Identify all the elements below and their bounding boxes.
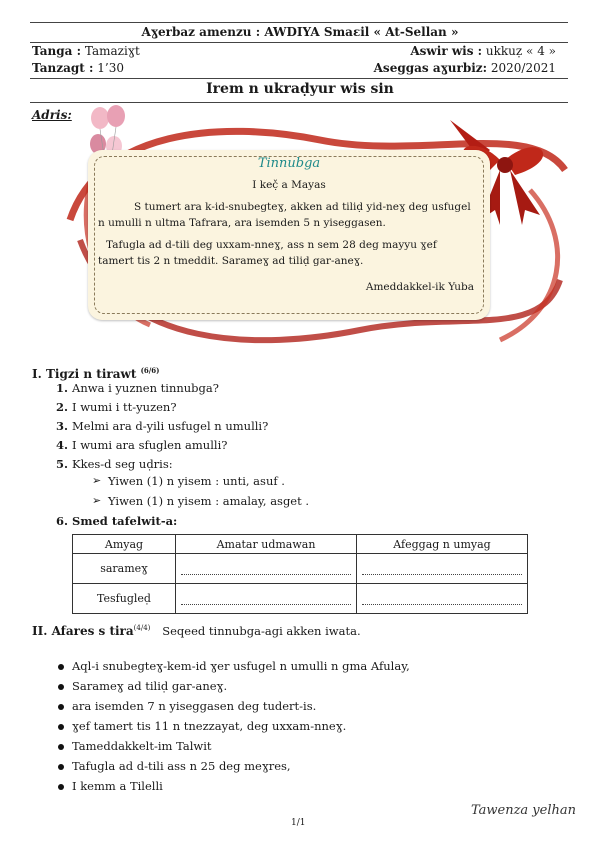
invitation-card xyxy=(88,150,490,320)
part1-title xyxy=(32,366,159,381)
question-number: 5. xyxy=(56,457,73,471)
answer-blank[interactable] xyxy=(357,584,528,614)
table-header: Amatar udmawan xyxy=(176,535,357,554)
table-cell-verb: sarameɣ xyxy=(73,554,176,584)
year-label: Aseggas aɣurbiz: xyxy=(373,61,488,75)
question-5 xyxy=(56,457,173,471)
question-4 xyxy=(56,438,227,452)
invitation-greeting: I keč̣ a Mayas xyxy=(252,179,326,191)
duration-label: Tanzagt : xyxy=(32,61,94,75)
year-line xyxy=(374,61,556,75)
question-3 xyxy=(56,419,268,433)
invitation-para1-line2: n umulli n ultma Tafrara, ara isemden 5 n yiseggasen. xyxy=(98,217,386,229)
exam-title: Irem n ukraḍyur wis sin xyxy=(206,81,394,97)
subject-label: Tanga : xyxy=(32,44,82,58)
question-1 xyxy=(56,381,219,395)
sub-item-2 xyxy=(92,494,310,508)
question-number: 2. xyxy=(56,400,73,414)
question-number: 3. xyxy=(56,419,73,433)
sub-item-1 xyxy=(92,474,285,488)
verb-table xyxy=(72,534,528,614)
page-number: 1/1 xyxy=(291,818,306,828)
question-text: Anwa i yuznen tinnubga? xyxy=(72,381,219,395)
school-teacher-line: Aɣerbaz amenzu : AWDIYA Smaɛil « At-Sellan » xyxy=(141,25,459,39)
question-number: 4. xyxy=(56,438,73,452)
question-number: 6. xyxy=(56,514,73,528)
invitation-para1-line1: S tumert ara k-id-snubegteɣ, akken ad tiliḍ yid-neɣ deg usfugel xyxy=(134,201,471,213)
question-text: I wumi ara sfuglen amulli? xyxy=(72,438,228,452)
answer-blank[interactable] xyxy=(357,554,528,584)
list-item: Aql-i snubegteɣ-kem-id ɣer usfugel n umulli n gma Afulay, xyxy=(72,659,410,673)
list-item: ara isemden 7 n yiseggasen deg tudert-is. xyxy=(72,699,317,713)
subject-line xyxy=(32,44,140,58)
duration-value: 1’30 xyxy=(97,61,124,75)
question-text: Melmi ara d-yili usfugel n umulli? xyxy=(72,419,269,433)
invitation-para2-line2: tamert tis 2 n tmeddit. Sarameɣ ad tiliḍ gar-aneɣ. xyxy=(98,255,364,267)
list-item: Sarameɣ ad tiliḍ gar-aneɣ. xyxy=(72,679,228,693)
year-value: 2020/2021 xyxy=(490,61,556,75)
answer-blank[interactable] xyxy=(176,584,357,614)
table-header: Amyag xyxy=(73,535,176,554)
part2-heading xyxy=(32,624,361,638)
table-row xyxy=(73,554,528,584)
part1-points: (6/6) xyxy=(140,366,160,375)
list-item: I kemm a Tilelli xyxy=(72,779,163,793)
table-header: Afeggag n umyag xyxy=(357,535,528,554)
arrow-bullet-icon: ➢ xyxy=(92,494,102,507)
answer-blank[interactable] xyxy=(176,554,357,584)
list-item: Tameddakkelt-im Talwit xyxy=(72,739,212,753)
part2-instruction: Seqeed tinnubga-agi akken iwata. xyxy=(162,624,361,638)
question-text: Kkes-d seg uḍris: xyxy=(72,457,173,471)
table-header-row xyxy=(73,535,528,554)
part1-title-text: I. Tigzi n tirawt xyxy=(32,367,137,381)
subject-value: Tamaziɣt xyxy=(84,44,140,58)
sub-item-text: Yiwen (1) n yisem : unti, asuf . xyxy=(108,474,285,488)
part2-title: II. Afares s tira xyxy=(32,624,134,638)
question-text: I wumi i tt-yuzen? xyxy=(72,400,177,414)
list-item: ɣef tamert tis 11 n tnezzayat, deg uxxam-nneɣ. xyxy=(72,719,347,733)
text-section-label: Adris: xyxy=(32,108,72,122)
part2-points: (4/4) xyxy=(133,624,151,632)
level-value: ukkuẓ « 4 » xyxy=(485,44,556,58)
invitation-title: Tinnubga xyxy=(257,156,321,171)
level-line xyxy=(410,44,556,58)
question-text: Smed tafelwit-a: xyxy=(72,514,178,528)
question-2 xyxy=(56,400,177,414)
invitation-signature: Ameddakkel-ik Yuba xyxy=(365,281,474,293)
invitation-para2-line1: Tafugla ad d-tili deg uxxam-nneɣ, ass n sem 28 deg mayyu ɣef xyxy=(106,239,437,251)
closing-signature: Tawenza yelhan xyxy=(470,803,576,818)
table-cell-verb: Tesfugleḍ xyxy=(73,584,176,614)
duration-line xyxy=(32,61,124,75)
arrow-bullet-icon: ➢ xyxy=(92,474,102,487)
list-item: Tafugla ad d-tili ass n 25 deg meɣres, xyxy=(72,759,291,773)
table-row xyxy=(73,584,528,614)
question-number: 1. xyxy=(56,381,73,395)
question-6 xyxy=(56,514,177,528)
sub-item-text: Yiwen (1) n yisem : amalay, asget . xyxy=(108,494,310,508)
level-label: Aswir wis : xyxy=(410,44,483,58)
